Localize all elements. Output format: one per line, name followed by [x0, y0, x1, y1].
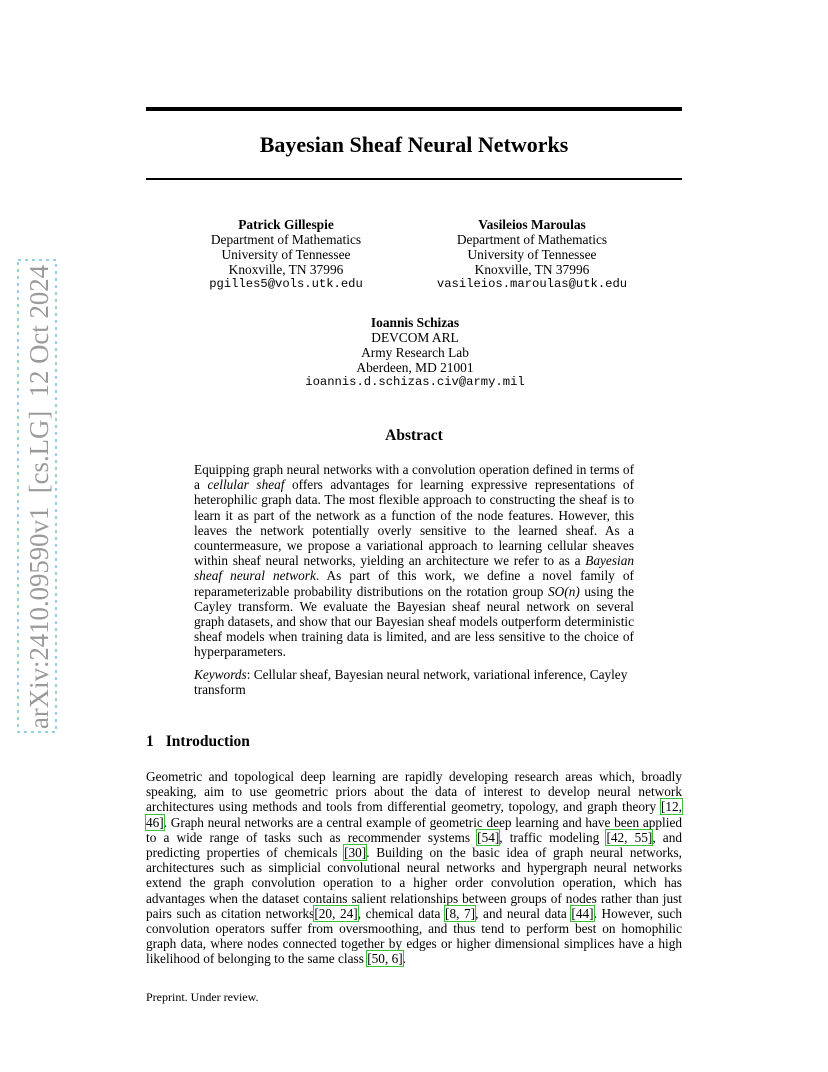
body-text-run: , traffic modeling — [499, 829, 607, 845]
author-location: Knoxville, TN 37996 — [474, 262, 590, 277]
abstract-emphasis: cellular sheaf — [207, 477, 285, 493]
abstract-heading: Abstract — [385, 427, 443, 444]
author-block — [186, 217, 386, 292]
author-email[interactable]: pgilles5@vols.utk.edu — [209, 277, 363, 291]
abstract-math: SO(n) — [548, 583, 580, 599]
preprint-footer: Preprint. Under review. — [146, 990, 259, 1004]
author-organization: Army Research Lab — [361, 345, 469, 360]
title-top-rule — [146, 107, 682, 111]
author-department: Department of Mathematics — [210, 232, 362, 247]
abstract-text-run: offers advantages for learning expressive representations of heterophilic graph data. The most flexible approach to constructing the sheaf is to learn it as part of the network as a function of the node features. However, this leaves the network potentially overly sensitive to the learned sheaf. As a countermeasure, we propose a variational approach to learning cellular sheaves within sheaf neural networks, yielding an architecture we refer to as a — [194, 477, 634, 569]
author-block — [290, 315, 540, 390]
author-email[interactable]: vasileios.maroulas@utk.edu — [436, 277, 628, 291]
author-organization: University of Tennessee — [467, 247, 597, 262]
author-email[interactable]: ioannis.d.schizas.civ@army.mil — [305, 375, 525, 389]
citation-link[interactable]: [44] — [571, 905, 594, 921]
abstract-text-run: Equipping graph neural networks with a convolution operation defined in terms of a — [194, 462, 634, 493]
section-heading — [146, 733, 250, 751]
arxiv-stamp[interactable] — [17, 259, 57, 733]
abstract-text-run: using the Cayley transform. We evaluate the Bayesian sheaf neural network on several graph datasets, and show that our Bayesian sheaf models outperform deterministic sheaf models when training data is limited, and are less sensitive to the choice of hyperparameters. — [194, 583, 634, 660]
citation-link[interactable]: [54] — [477, 829, 500, 845]
citation-link[interactable]: [42, 55] — [606, 829, 653, 845]
arxiv-id-text: arXiv:2410.09590v1 [cs.LG] 12 Oct 2024 — [24, 261, 54, 729]
body-text-run: , and neural data — [475, 905, 572, 921]
paper-title: Bayesian Sheaf Neural Networks — [259, 132, 569, 157]
body-text-run: , and predicting properties of chemicals — [146, 829, 683, 861]
author-name: Ioannis Schizas — [370, 315, 460, 330]
body-text-run: , chemical data — [357, 905, 446, 921]
title-bottom-rule — [146, 178, 682, 180]
keywords-text: : Cellular sheaf, Bayesian neural network, variational inference, Cayley transform — [194, 667, 628, 698]
author-name: Patrick Gillespie — [238, 217, 334, 232]
author-block — [420, 217, 644, 292]
author-department: DEVCOM ARL — [371, 330, 459, 345]
author-name: Vasileios Maroulas — [478, 217, 586, 232]
citation-link[interactable]: [8, 7] — [445, 905, 476, 921]
body-text-run: . Building on the basic idea of graph neural networks, architectures such as simplicial convolutional neural networks and hypergraph neural networks extend the graph convolution operation to a higher order convolution operation, which has advantages when the dataset contains salient relationships between groups of nodes rather than just pairs such as citation networks — [146, 845, 682, 921]
citation-link[interactable]: [50, 6] — [367, 951, 403, 967]
introduction-paragraph — [146, 769, 682, 967]
abstract-emphasis: Bayesian sheaf neural network — [194, 553, 634, 584]
author-organization: University of Tennessee — [221, 247, 351, 262]
author-location: Aberdeen, MD 21001 — [356, 360, 474, 375]
author-department: Department of Mathematics — [456, 232, 608, 247]
abstract-text — [194, 462, 634, 660]
citation-link[interactable]: [20, 24] — [314, 905, 358, 921]
section-number: 1 — [146, 733, 154, 750]
keywords-label: Keywords — [194, 667, 247, 682]
abstract-text-run: . As part of this work, we define a novel family of reparameterizable probability distributions on the rotation group — [194, 568, 634, 599]
keywords-line — [194, 667, 634, 697]
citation-link[interactable]: [12, 46] — [146, 799, 682, 830]
author-location: Knoxville, TN 37996 — [228, 262, 344, 277]
citation-link[interactable]: [30] — [344, 845, 367, 861]
section-title: Introduction — [165, 733, 250, 750]
body-text-run: . However, such convolution operators suffer from oversmoothing, and thus tend to perform best on homophilic graph data, where nodes connected together by edges or higher dimensional simplices have a high likelihood of belonging to the same class — [146, 905, 683, 967]
arxiv-stamp-graphic — [17, 259, 57, 733]
body-text-run: . — [402, 951, 406, 967]
body-text-run: . Graph neural networks are a central example of geometric deep learning and have been applied to a wide range of tasks such as recommender systems — [146, 814, 682, 845]
body-text-run: Geometric and topological deep learning are rapidly developing research areas which, broadly speaking, aim to use geometric priors about the data of interest to develop neural network architectures using methods and tools from differential geometry, topology, and graph theory — [146, 769, 682, 815]
